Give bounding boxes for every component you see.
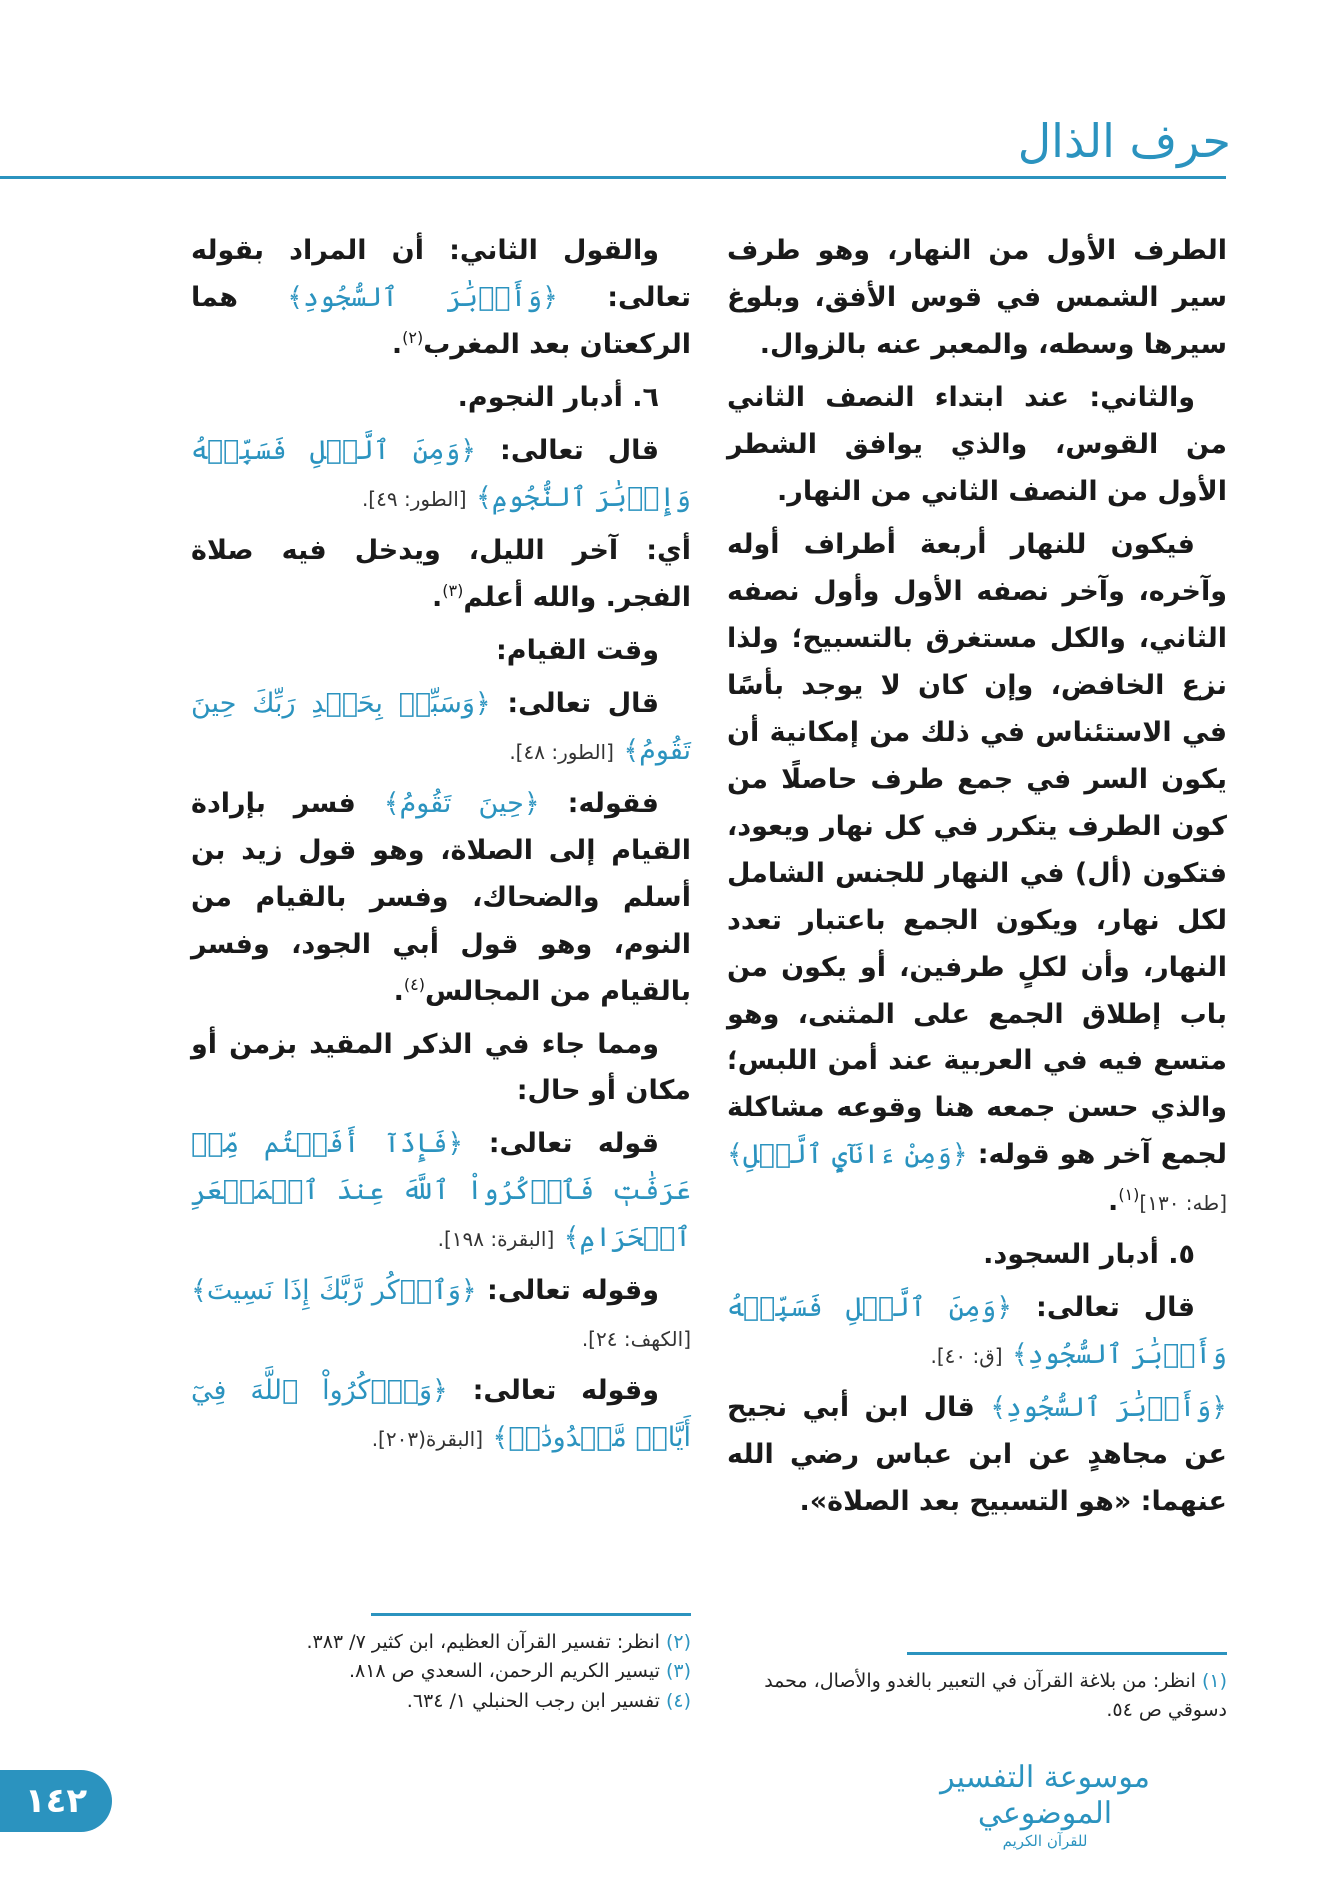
logo-subtitle: للقرآن الكريم [1002, 1832, 1088, 1850]
verse-reference: [الطور: ٤٩]. [361, 486, 467, 511]
ornament-close: ﴾ [383, 787, 400, 819]
logo-title: موسوعة التفسير الموضوعي [940, 1760, 1150, 1831]
ornament-close: ﴾ [990, 1392, 1007, 1424]
lead-word: وقوله تعالى: [472, 1375, 659, 1407]
paragraph-text: أن المراد بقوله تعالى: [191, 235, 691, 313]
paragraph [191, 1268, 691, 1362]
verse-reference: [طه: ١٣٠] [1139, 1191, 1227, 1216]
ornament-open: ﴿ [523, 787, 540, 819]
ornament-close: ﴾ [1011, 1339, 1028, 1371]
paragraph: فقوله: ﴿حِينَ تَقُومُ﴾ فسر بإرادة القيام إلى الصلاة، وهو قول زيد بن أسلم والضحاك، وفسر بالقيام من النوم، وهو قول أبي الجود، وفسر بالقيام من المجالس$^{(٤)}$. [191, 787, 691, 1007]
paragraph-text: فيكون للنهار أربعة أطراف أوله وآخره، وآخر نصفه الأول وأول نصفه الثاني، والكل مستغرق بالتسبيح؛ ولذا نزع الخافض، وإن كان لا يوجد بأسًا في الاستئناس في ذلك من إمكانية أن يكون السر في جمع طرف حاصلًا من كون الطرف يتكرر في كل نهار ويعود، فتكون (أل) في النهار للجنس الشامل لكل نهار، ويكون الجمع باعتبار تعدد النهار، وأن لكلٍ طرفين، أو يكون من باب إطلاق الجمع على المثنى، وهو متسع فيه في العربية عند أمن اللبس؛ والذي حسن جمعه هنا وقوعه مشاكلة لجمع آخر هو قوله: [727, 528, 1228, 1171]
footnote-marker[interactable]: (٣) [442, 580, 464, 600]
ornament-open: ﴿ [460, 434, 477, 466]
footnote [191, 1657, 691, 1686]
paragraph-text: عند ابتداء النصف الثاني من القوس، والذي يوافق الشطر الأول من النصف الثاني من النهار. [727, 381, 1227, 507]
section-heading: ٥. أدبار السجود. [983, 1239, 1195, 1271]
verse-reference: [البقرة: ١٩٨]. [437, 1227, 555, 1252]
quran-verse: وَمِنَ ٱلَّيۡلِ فَسَبِّحۡهُ وَإِدۡبَٰرَ ٱلنُّجُومِ [191, 434, 691, 513]
ornament-open: ﴿ [460, 1275, 477, 1307]
ornament-open: ﴿ [951, 1139, 968, 1171]
ornament-close: ﴾ [623, 734, 640, 766]
ornament-close: ﴾ [727, 1139, 743, 1171]
footnotes-right [727, 1667, 1227, 1726]
verse-reference: [ق: ٤٠]. [930, 1344, 1003, 1369]
ornament-close: ﴾ [492, 1422, 509, 1454]
footnote-text: تيسير الكريم الرحمن، السعدي ص ٨١٨. [348, 1660, 660, 1683]
footnote-number: (٢) [665, 1631, 691, 1653]
paragraph [191, 428, 691, 522]
paragraph [727, 1285, 1227, 1379]
ornament-open: ﴿ [432, 1375, 448, 1407]
lead-word: فقوله: [567, 787, 659, 819]
paragraph-text: قال ابن أبي نجيح عن مجاهدٍ عن ابن عباس رضي الله عنهما: «هو التسبيح بعد الصلاة». [727, 1392, 1227, 1518]
paragraph-text: هما الركعتان بعد المغرب [191, 281, 691, 360]
lead-word: والثاني: [1089, 381, 1195, 413]
paragraph: والقول الثاني: أن المراد بقوله تعالى: ﴿وَأَدۡبَٰرَ ٱلسُّجُودِ﴾ هما الركعتان بعد المغرب$^{(٢)}$. [191, 235, 691, 360]
ornament-open: ﴿ [996, 1292, 1013, 1324]
footnote [191, 1628, 691, 1657]
quran-verse: وَمِنْ ءَانَآيِٕ ٱلَّيۡلِ [742, 1139, 952, 1171]
footnote [727, 1667, 1227, 1726]
quran-verse: وَأَدۡبَٰرَ ٱلسُّجُودِ [1006, 1392, 1212, 1424]
page-number: ١٤٢ [0, 1770, 112, 1832]
footnote-number: (٤) [665, 1689, 691, 1712]
lead-word: وقوله تعالى: [487, 1275, 660, 1307]
quran-verse: فَإِذَآ أَفَضۡتُم مِّنۡ عَرَفَٰتٖ فَٱذۡكُرُواْ ٱللَّهَ عِندَ ٱلۡمَشۡعَرِ ٱلۡحَرَامِ [191, 1128, 691, 1254]
quran-verse: وَأَدۡبَٰرَ ٱلسُّجُودِ [303, 281, 543, 313]
paragraph-text: أي: آخر الليل، ويدخل فيه صلاة الفجر. والله أعلم [191, 534, 691, 613]
verse-reference: [الكهف: ٢٤]. [581, 1327, 691, 1352]
footnote-rule [907, 1652, 1227, 1655]
ornament-open: ﴿ [447, 1128, 464, 1160]
lead-word: قال تعالى: [1036, 1292, 1195, 1324]
paragraph [191, 1368, 691, 1462]
chapter-title: حرف الذال [1017, 114, 1231, 168]
ornament-close: ﴾ [191, 1275, 207, 1307]
quran-verse: وَٱذۡكُرُواْ ٱللَّهَ فِيٓ أَيَّامٖ مَّعۡدُودَٰتٖ [191, 1375, 691, 1454]
paragraph [727, 375, 1227, 516]
left-column [191, 228, 691, 1468]
footnote-number: (٣) [665, 1660, 691, 1683]
paragraph: فيكون للنهار أربعة أطراف أوله وآخره، وآخر نصفه الأول وأول نصفه الثاني، والكل مستغرق بالتسبيح؛ ولذا نزع الخافض، وإن كان لا يوجد بأسًا في الاستئناس في ذلك من إمكانية أن يكون السر في جمع طرف حاصلًا من كون الطرف يتكرر في كل نهار ويعود، فتكون (أل) في النهار للجنس الشامل لكل نهار، ويكون الجمع باعتبار تعدد النهار، وأن لكلٍ طرفين، أو يكون من باب إطلاق الجمع على المثنى، وهو متسع فيه في العربية عند أمن اللبس؛ والذي حسن جمعه هنا وقوعه مشاكلة لجمع آخر هو قوله: ﴿وَمِنْ ءَانَآيِٕ ٱلَّيۡلِ﴾ [طه: ١٣٠]$^{(١)}$. [727, 528, 1228, 1218]
footnote-text: تفسير ابن رجب الحنبلي ١/ ٦٣٤. [406, 1689, 660, 1712]
ornament-close: ﴾ [563, 1222, 580, 1254]
section-heading: ٦. أدبار النجوم. [457, 381, 659, 413]
paragraph [191, 1121, 691, 1262]
ornament-open: ﴿ [1211, 1392, 1227, 1424]
encyclopedia-logo [910, 1760, 1180, 1850]
lead-word: قوله تعالى: [488, 1128, 660, 1160]
footnote-marker[interactable]: (٤) [403, 974, 425, 994]
paragraph: أي: آخر الليل، ويدخل فيه صلاة الفجر. والله أعلم$^{(٣)}$. [191, 534, 691, 613]
paragraph [727, 1385, 1227, 1526]
ornament-close: ﴾ [475, 481, 492, 513]
footnotes-left [191, 1628, 691, 1716]
paragraph-text: فسر بإرادة القيام إلى الصلاة، وهو قول زيد بن أسلم والضحاك، وفسر بالقيام من النوم، وهو قول أبي الجود، وفسر بالقيام من المجالس [191, 787, 691, 1007]
paragraph: ومما جاء في الذكر المقيد بزمن أو مكان أو حال: [191, 1028, 691, 1107]
header-rule [0, 176, 1226, 179]
footnote [191, 1687, 691, 1716]
footnote-marker[interactable]: (٢) [402, 327, 424, 347]
footnote-number: (١) [1201, 1670, 1227, 1692]
paragraph: الطرف الأول من النهار، وهو طرف سير الشمس في قوس الأفق، وبلوغ سيرها وسطه، والمعبر عنه بالزوال. [727, 235, 1227, 360]
footnote-rule [371, 1613, 691, 1616]
verse-reference: [البقرة(٢٠٣]. [371, 1427, 484, 1452]
verse-reference: [الطور: ٤٨]. [509, 739, 614, 764]
footnote-marker[interactable]: (١) [1118, 1185, 1140, 1205]
ornament-open: ﴿ [474, 687, 491, 719]
footnote-text: انظر: تفسير القرآن العظيم، ابن كثير ٧/ ٣٨٣. [306, 1631, 660, 1653]
lead-word: قال تعالى: [500, 434, 659, 466]
right-column [727, 228, 1227, 1532]
lead-word: قال تعالى: [507, 687, 660, 719]
footnote-text: انظر: من بلاغة القرآن في التعبير بالغدو والأصال، محمد دسوقي ص ٥٤. [764, 1670, 1227, 1722]
paragraph [191, 681, 691, 775]
quran-verse: وَمِنَ ٱلَّيۡلِ فَسَبِّحۡهُ وَأَدۡبَٰرَ ٱلسُّجُودِ [727, 1292, 1227, 1371]
quran-verse: وَٱذۡكُر رَّبَّكَ إِذَا نَسِيتَ [206, 1275, 461, 1307]
quran-verse: وَسَبِّحۡ بِحَمۡدِ رَبِّكَ حِينَ تَقُومُ [191, 687, 691, 766]
lead-word: والقول الثاني: [449, 235, 660, 266]
ornament-open: ﴿ [542, 281, 558, 313]
paragraph: وقت القيام: [495, 634, 659, 666]
ornament-close: ﴾ [287, 281, 304, 313]
quran-verse: حِينَ تَقُومُ [399, 787, 524, 819]
